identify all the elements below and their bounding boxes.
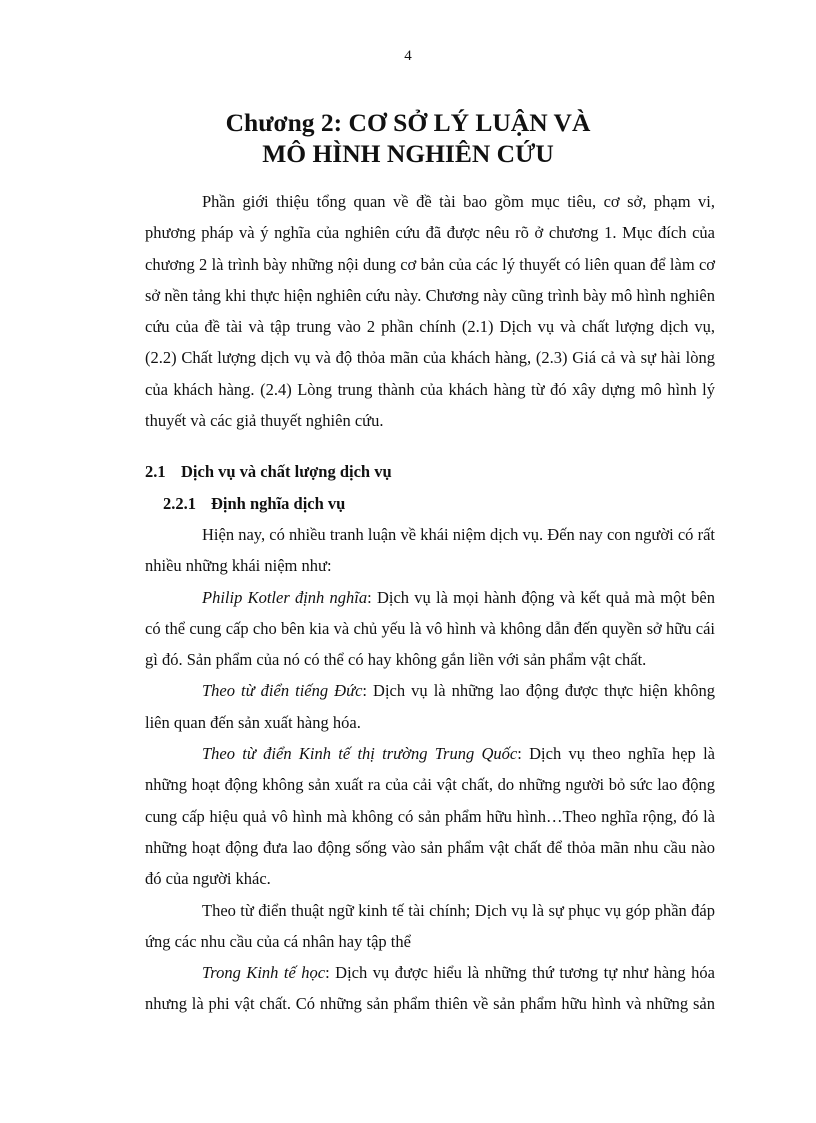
paragraph-kotler-text: : Dịch vụ là mọi hành động và kết quả mà một bên có thể cung cấp cho bên kia và chủ yếu là vô hình và không dẫn đến quyền sở hữu cái gì đó. Sản phẩm của nó có thể có hay không gắn liền với sản phẩm vật chất. [145, 587, 716, 670]
paragraph-economics-lead: Trong Kinh tế học [202, 963, 326, 983]
intro-block [145, 186, 715, 436]
subsection-number: 2.2.1 [163, 494, 196, 513]
intro-paragraph: Phần giới thiệu tổng quan về đề tài bao gồm mục tiêu, cơ sở, phạm vi, phương pháp và ý nghĩa của nghiên cứu đã được nêu rõ ở chương 1. Mục đích của chương 2 là trình bày những nội dung cơ bản của các lý thuyết có liên quan để làm cơ sở nền tảng khi thực hiện nghiên cứu này. Chương này cũng trình bày mô hình nghiên cứu của đề tài và tập trung vào 2 phần chính (2.1) Dịch vụ và chất lượng dịch vụ, (2.2) Chất lượng dịch vụ và độ thỏa mãn của khách hàng, (2.3) Giá cả và sự hài lòng của khách hàng. (2.4) Lòng trung thành của khách hàng từ đó xây dựng mô hình lý thuyết và các giả thuyết nghiên cứu. [145, 192, 715, 431]
paragraph-german-dictionary [145, 675, 715, 738]
chapter-title [0, 107, 816, 169]
subsection-heading [163, 494, 345, 514]
paragraph-china-dictionary [145, 738, 715, 894]
paragraph-intro-definitions: Hiện nay, có nhiều tranh luận về khái niệm dịch vụ. Đến nay con người có rất nhiều những khái niệm như: [145, 525, 715, 576]
section-number: 2.1 [145, 462, 166, 481]
paragraph-economics [145, 957, 715, 1020]
paragraph-economics-text: : Dịch vụ được hiểu là những thứ tương tự như hàng hóa nhưng là phi vật chất. Có những sản phẩm thiên về sản phẩm hữu hình và những sản [145, 963, 715, 1014]
paragraph-china-text: : Dịch vụ theo nghĩa hẹp là những hoạt động không sản xuất ra của cải vật chất, do những người bỏ sức lao động cung cấp hiệu quả vô hình mà không có sản phẩm hữu hình…Theo nghĩa rộng, đó là những hoạt động đưa lao động sống vào sản phẩm vật chất để thỏa mãn nhu cầu nào đó của người khác. [145, 744, 715, 889]
paragraph-china-lead: Theo từ điển Kinh tế thị trường Trung Quốc [202, 744, 518, 764]
paragraph-kotler-lead: Philip Kotler định nghĩa [202, 587, 368, 607]
section-title: Dịch vụ và chất lượng dịch vụ [181, 462, 392, 481]
paragraph-kotler [145, 582, 715, 676]
chapter-title-line-1: Chương 2: CƠ SỞ LÝ LUẬN VÀ [225, 108, 591, 137]
paragraph-german-lead: Theo từ điển tiếng Đức [202, 681, 363, 701]
subsection-title: Định nghĩa dịch vụ [211, 494, 346, 513]
paragraph-german-text: : Dịch vụ là những lao động được thực hiện không liên quan đến sản xuất hàng hóa. [145, 681, 715, 732]
paragraph-finance-dictionary: Theo từ điển thuật ngữ kinh tế tài chính; Dịch vụ là sự phục vụ góp phần đáp ứng các nhu cầu của cá nhân hay tập thể [145, 900, 715, 951]
definitions-block [145, 519, 715, 1020]
page-number: 4 [404, 48, 412, 64]
section-heading [145, 462, 392, 482]
chapter-title-line-2: MÔ HÌNH NGHIÊN CỨU [262, 139, 554, 168]
